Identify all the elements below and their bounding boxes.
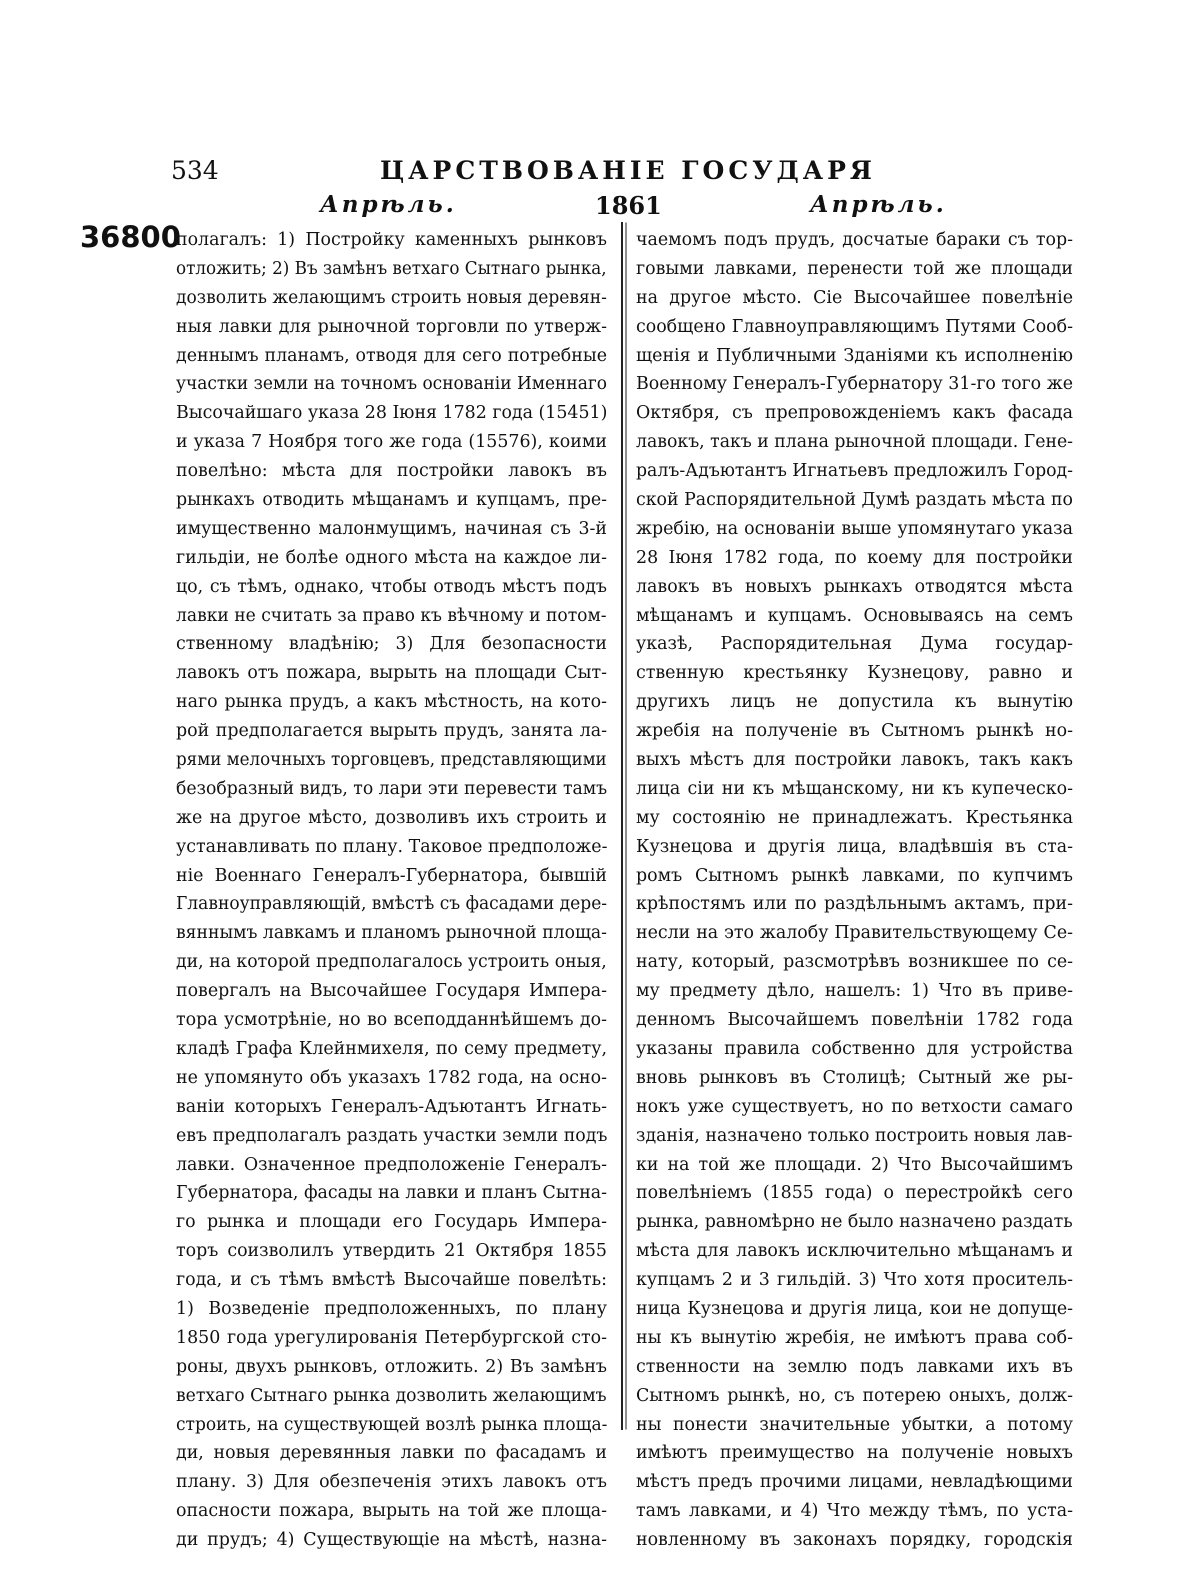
right-column-line: указѣ, Распорядительная Дума государ- bbox=[636, 634, 1073, 655]
left-column-line: опасности пожара, вырыть на той же площа- bbox=[176, 1501, 607, 1522]
right-column-line: лавокъ, такъ и плана рыночной площади. Гене- bbox=[636, 432, 1074, 453]
right-column-line: нату, который, разсмотрѣвъ возникшее по се- bbox=[636, 952, 1073, 973]
right-column-line: другихъ лицъ не допустила къ вынутію bbox=[636, 692, 1073, 713]
left-column-line: гильдіи, не болѣе одного мѣста на каждое ли- bbox=[176, 547, 607, 568]
left-column-line: повергалъ на Высочайшее Государя Импера- bbox=[176, 981, 607, 1002]
right-column-line: ки на той же площади. 2) Что Высочайшимъ bbox=[636, 1154, 1073, 1175]
law-number: 36800 bbox=[80, 220, 181, 254]
right-column-line: выхъ мѣстъ для постройки лавокъ, такъ какъ bbox=[636, 750, 1073, 771]
left-column-line: евъ предполагалъ раздать участки земли подъ bbox=[176, 1125, 608, 1146]
left-column-line: вяннымъ лавкамъ и планомъ рыночной площа- bbox=[176, 923, 608, 944]
right-column-line: мѣста для лавокъ исключительно мѣщанамъ и bbox=[636, 1241, 1073, 1262]
left-column-line: лавки не считать за право къ вѣчному и потом- bbox=[176, 605, 607, 626]
left-column-line: безобразный видъ, то лари эти перевести тамъ bbox=[176, 778, 608, 799]
left-column-line: го рынка и площади его Государь Импера- bbox=[176, 1212, 607, 1233]
right-column-line: щенія и Публичными Зданіями къ исполненію bbox=[636, 345, 1073, 366]
left-column-line: устанавливать по плану. Таковое предположе- bbox=[176, 836, 608, 857]
left-column-line: ди прудъ; 4) Существующіе на мѣстѣ, назна- bbox=[176, 1530, 607, 1551]
page-number: 534 bbox=[171, 156, 219, 185]
left-column-line: повелѣно: мѣста для постройки лавокъ въ bbox=[176, 461, 607, 482]
right-column-line: 28 Іюня 1782 года, по коему для постройки bbox=[636, 547, 1073, 568]
right-column-line: ственности на землю подъ лавками ихъ въ bbox=[636, 1356, 1073, 1377]
right-column-line: му предмету дѣло, нашелъ: 1) Что въ приве- bbox=[636, 981, 1073, 1002]
left-column-line: ственному владѣнію; 3) Для безопасности bbox=[176, 634, 607, 655]
right-column-line: Кузнецова и другія лица, владѣвшія въ ста- bbox=[636, 836, 1073, 857]
left-column-line: ветхаго Сытнаго рынка дозволить желающимъ bbox=[176, 1385, 607, 1406]
left-column-line: ди, новыя деревянныя лавки по фасадамъ и bbox=[176, 1443, 607, 1464]
right-column-line: ромъ Сытномъ рынкѣ лавками, по купчимъ bbox=[636, 865, 1073, 886]
year: 1861 bbox=[595, 191, 662, 220]
right-column-line: ны понести значительные убытки, а потому bbox=[636, 1414, 1073, 1435]
left-column-line: ныя лавки для рыночной торговли по утверж- bbox=[176, 316, 607, 337]
left-column-line: 1850 года урегулированія Петербургской сто- bbox=[176, 1327, 607, 1348]
left-column-line: рями мелочныхъ торговцевъ, представляющими bbox=[176, 750, 607, 771]
right-column bbox=[636, 226, 1073, 1555]
column-divider bbox=[621, 222, 623, 1430]
left-column-line: строить, на существующей возлѣ рынка площа- bbox=[176, 1414, 608, 1435]
right-column-line: имѣютъ преимущество на полученіе новыхъ bbox=[636, 1443, 1073, 1464]
right-column-line: говыми лавками, перенести той же площади bbox=[636, 258, 1073, 279]
left-column-line: наго рынка прудъ, а какъ мѣстность, на кото- bbox=[176, 692, 607, 713]
left-column-line: плану. 3) Для обезпеченія этихъ лавокъ отъ bbox=[176, 1472, 607, 1493]
right-column-line: ны къ вынутію жребія, не имѣютъ права соб- bbox=[636, 1327, 1073, 1348]
right-column-line: ралъ-Адъютантъ Игнатьевъ предложилъ Город- bbox=[636, 461, 1074, 482]
left-column bbox=[176, 226, 607, 1555]
left-column-line: тора усмотрѣніе, но во всеподданнѣйшемъ до- bbox=[176, 1010, 607, 1031]
left-column-line: рой предполагается вырыть прудъ, занята ла- bbox=[176, 721, 607, 742]
month-left: Апрѣль. bbox=[320, 191, 457, 218]
right-column-line: мѣстъ предъ прочими лицами, невладѣющими bbox=[636, 1472, 1073, 1493]
left-column-line: и указа 7 Ноября того же года (15576), коими bbox=[176, 432, 607, 453]
left-column-line: ваніи которыхъ Генералъ-Адъютантъ Игнать- bbox=[176, 1096, 607, 1117]
left-column-line: имущественно малонмущимъ, начиная съ 3-й bbox=[176, 518, 607, 539]
left-column-line: торъ соизволилъ утвердить 21 Октября 1855 bbox=[176, 1241, 607, 1262]
month-right: Апрѣль. bbox=[810, 191, 947, 218]
right-column-line: зданія, назначено только построить новыя лав- bbox=[636, 1125, 1073, 1146]
left-column-line: цо, съ тѣмъ, однако, чтобы отводъ мѣстъ подъ bbox=[176, 576, 607, 597]
left-column-line: Главноуправляющій, вмѣстѣ съ фасадами дере- bbox=[176, 894, 608, 915]
left-column-line: года, и съ тѣмъ вмѣстѣ Высочайше повелѣть: bbox=[176, 1270, 607, 1291]
left-column-line: роны, двухъ рынковъ, отложить. 2) Въ замѣнъ bbox=[176, 1356, 607, 1377]
running-title: ЦАРСТВОВАНІЕ ГОСУДАРЯ bbox=[380, 156, 876, 185]
right-column-line: лавокъ въ новыхъ рынкахъ отводятся мѣста bbox=[636, 576, 1073, 597]
right-column-line: несли на это жалобу Правительствующему Се- bbox=[636, 923, 1073, 944]
right-column-line: жребію, на основаніи выше упомянутаго указа bbox=[636, 518, 1073, 539]
right-column-line: новленному въ законахъ порядку, городскія bbox=[636, 1530, 1073, 1551]
left-column-line: не упомянуто объ указахъ 1782 года, на осно- bbox=[176, 1067, 607, 1088]
left-column-line: рынкахъ отводить мѣщанамъ и купцамъ, пре- bbox=[176, 490, 607, 511]
left-column-line: ніе Военнаго Генералъ-Губернатора, бывшій bbox=[176, 865, 607, 886]
right-column-line: ской Распорядительной Думѣ раздать мѣста по bbox=[636, 490, 1074, 511]
left-column-line: участки земли на точномъ основаніи Именнаго bbox=[176, 374, 607, 395]
left-column-line: лавокъ отъ пожара, вырыть на площади Сыт- bbox=[176, 663, 607, 684]
left-column-line: 1) Возведеніе предположенныхъ, по плану bbox=[176, 1298, 607, 1319]
right-column-line: сообщено Главноуправляющимъ Путями Сооб- bbox=[636, 316, 1073, 337]
right-column-line: рынка, равномѣрно не было назначено раздать bbox=[636, 1212, 1073, 1233]
left-column-line: дозволить желающимъ строить новыя деревян- bbox=[176, 287, 607, 308]
right-column-line: указаны правила собственно для устройства bbox=[636, 1038, 1073, 1059]
right-column-line: Военному Генералъ-Губернатору 31-го того же bbox=[636, 374, 1073, 395]
right-column-line: денномъ Высочайшемъ повелѣніи 1782 года bbox=[636, 1010, 1073, 1031]
left-column-line: ди, на которой предполагалось устроить оныя, bbox=[176, 952, 607, 973]
right-column-line: Сытномъ рынкѣ, но, съ потерею оныхъ, долж- bbox=[636, 1385, 1073, 1406]
left-column-line: деннымъ планамъ, отводя для сего потребные bbox=[176, 345, 607, 366]
left-column-line: лавки. Означенное предположеніе Генералъ- bbox=[176, 1154, 607, 1175]
right-column-line: ница Кузнецова и другія лица, кои не допуще- bbox=[636, 1298, 1073, 1319]
right-column-line: мѣщанамъ и купцамъ. Основываясь на семъ bbox=[636, 605, 1073, 626]
right-column-line: купцамъ 2 и 3 гильдій. 3) Что хотя проситель- bbox=[636, 1270, 1073, 1291]
right-column-line: жребія на полученіе въ Сытномъ рынкѣ но- bbox=[636, 721, 1073, 742]
left-column-line: отложить; 2) Въ замѣнъ ветхаго Сытнаго рынка, bbox=[176, 258, 607, 279]
left-column-line: Высочайшаго указа 28 Іюня 1782 года (15451) bbox=[176, 403, 608, 424]
right-column-line: Октября, съ препровожденіемъ какъ фасада bbox=[636, 403, 1073, 424]
right-column-line: крѣпостямъ или по раздѣльнымъ актамъ, при- bbox=[636, 894, 1073, 915]
right-column-line: ственную крестьянку Кузнецову, равно и bbox=[636, 663, 1073, 684]
right-column-line: на другое мѣсто. Сіе Высочайшее повелѣніе bbox=[636, 287, 1073, 308]
left-column-line: же на другое мѣсто, дозволивъ ихъ строить и bbox=[176, 807, 607, 828]
left-column-line: кладѣ Графа Клейнмихеля, по сему предмету, bbox=[176, 1038, 607, 1059]
right-column-line: нокъ уже существуетъ, но по ветхости самаго bbox=[636, 1096, 1073, 1117]
right-column-line: вновь рынковъ въ Столицѣ; Сытный же ры- bbox=[636, 1067, 1073, 1088]
left-column-line: Губернатора, фасады на лавки и планъ Сытна- bbox=[176, 1183, 608, 1204]
right-column-line: лица сіи ни къ мѣщанскому, ни къ купеческо- bbox=[636, 778, 1073, 799]
right-column-line: чаемомъ подъ прудъ, досчатые бараки съ тор- bbox=[636, 230, 1073, 250]
right-column-line: му состоянію не принадлежатъ. Крестьянка bbox=[636, 807, 1073, 828]
right-column-line: повелѣніемъ (1855 года) о перестройкѣ сего bbox=[636, 1183, 1073, 1204]
right-column-line: тамъ лавками, и 4) Что между тѣмъ, по уста- bbox=[636, 1501, 1073, 1522]
left-column-line: полагалъ: 1) Постройку каменныхъ рынковъ bbox=[176, 230, 607, 250]
